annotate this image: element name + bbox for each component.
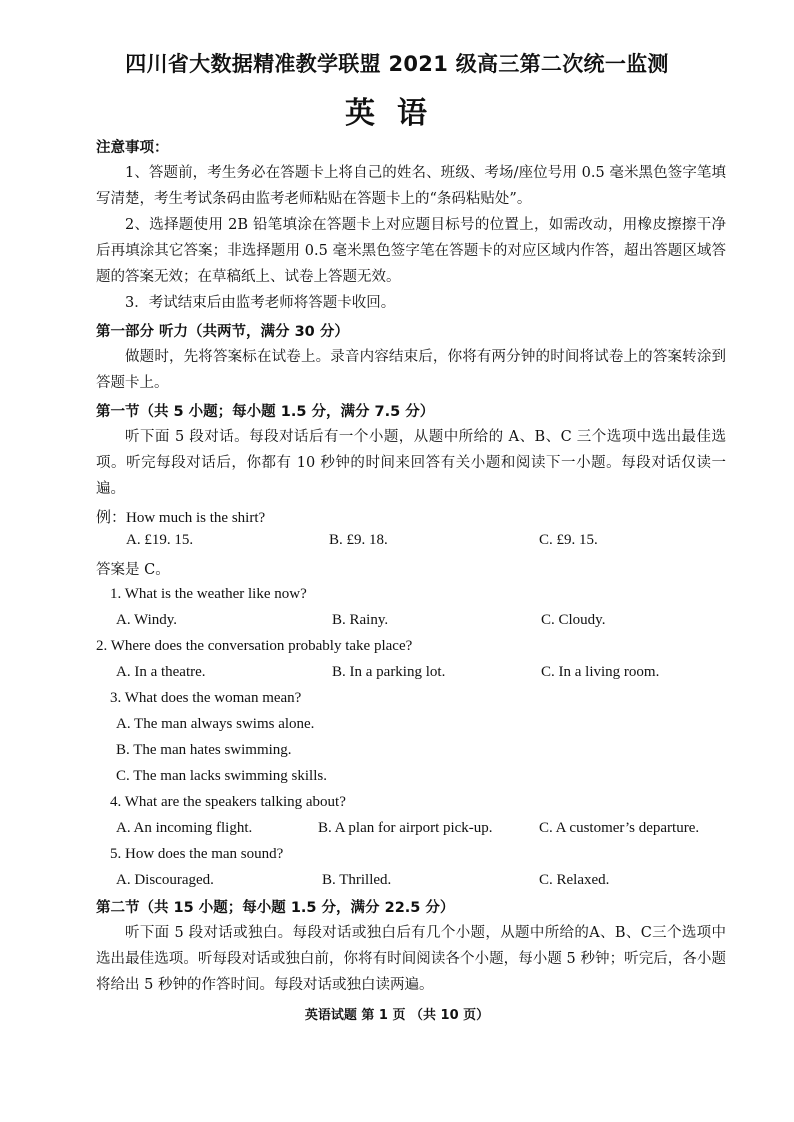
question-3: 3. What does the woman mean? [110,690,302,706]
notice-item-3: 3．考试结束后由监考老师将答题卡收回。 [125,295,396,311]
notice-item-1: 1、答题前，考生务必在答题卡上将自己的姓名、班级、考场/座位号用 0.5 毫米黑色签字笔填写清楚，考生考试条码由监考老师粘贴在答题卡上的“条码粘贴处”。 [96,165,726,207]
q4-option-c: C. A customer’s departure. [539,820,700,836]
notice-heading: 注意事项： [96,140,169,156]
question-5: 5. How does the man sound? [110,846,284,862]
example-option-c: C. £9. 15. [539,532,598,548]
q3-option-a: A. The man always swims alone. [116,716,315,732]
q5-option-b: B. Thrilled. [322,872,392,888]
page-footer: 英语试题 第 1 页 （共 10 页） [304,1008,490,1023]
section1-heading: 第一节（共 5 小题；每小题 1.5 分，满分 7.5 分） [96,404,435,420]
exam-title: 四川省大数据精准教学联盟 2021 级高三第二次统一监测 [125,52,669,76]
question-2: 2. Where does the conversation probably take place? [96,638,413,654]
subject-title: 英语 [345,96,449,131]
example-question: 例：How much is the shirt? [96,510,266,526]
example-answer: 答案是 C。 [96,562,170,578]
part1-heading: 第一部分 听力（共两节，满分 30 分） [96,324,349,340]
q4-option-a: A. An incoming flight. [116,820,253,836]
q1-option-a: A. Windy. [116,612,178,628]
question-4: 4. What are the speakers talking about? [110,794,346,810]
q5-option-a: A. Discouraged. [116,872,214,888]
q3-option-b: B. The man hates swimming. [116,742,292,758]
q2-option-b: B. In a parking lot. [332,664,446,680]
part1-intro: 做题时，先将答案标在试卷上。录音内容结束后，你将有两分钟的时间将试卷上的答案转涂到答题卡上。 [96,349,726,391]
notice-item-2: 2、选择题使用 2B 铅笔填涂在答题卡上对应题目标号的位置上，如需改动，用橡皮擦擦干净后再填涂其它答案；非选择题用 0.5 毫米黑色签字笔在答题卡的对应区域内作答，超出答题区域答题的答案无效；在草稿纸上、试卷上答题无效。 [96,217,726,285]
section1-intro: 听下面 5 段对话。每段对话后有一个小题，从题中所给的 A、B、C 三个选项中选出最佳选项。听完每段对话后，你都有 10 秒钟的时间来回答有关小题和阅读下一小题。每段对话仅读一遍。 [96,429,726,497]
q2-option-c: C. In a living room. [541,664,660,680]
example-option-a: A. £19. 15. [126,532,194,548]
q3-option-c: C. The man lacks swimming skills. [116,768,327,784]
q4-option-b: B. A plan for airport pick-up. [318,820,493,836]
example-option-b: B. £9. 18. [329,532,388,548]
question-1: 1. What is the weather like now? [110,586,307,602]
section2-heading: 第二节（共 15 小题；每小题 1.5 分，满分 22.5 分） [96,900,455,916]
q1-option-b: B. Rainy. [332,612,389,628]
q5-option-c: C. Relaxed. [539,872,610,888]
section2-intro: 听下面 5 段对话或独白。每段对话或独白后有几个小题，从题中所给的A、B、C三个选项中选出最佳选项。听每段对话或独白前，你将有时间阅读各个小题，每小题 5 秒钟；听完后，各小题将给出 5 秒钟的作答时间。每段对话或独白读两遍。 [96,925,726,993]
q1-option-c: C. Cloudy. [541,612,606,628]
q2-option-a: A. In a theatre. [116,664,206,680]
